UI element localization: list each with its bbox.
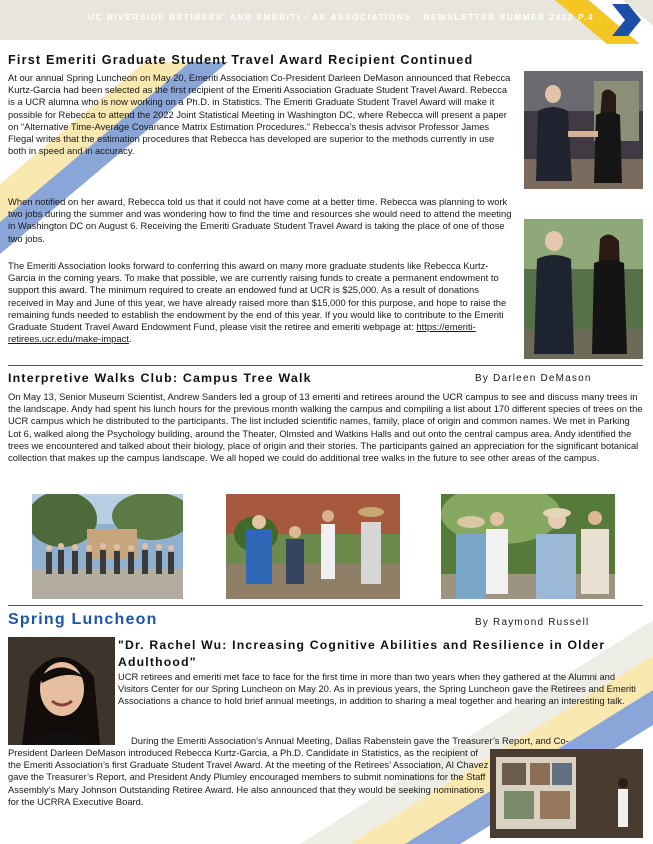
walks-byline: By Darleen DeMason: [475, 373, 592, 384]
photo-rachel-wu: [8, 637, 115, 745]
award-paragraph-1: At our annual Spring Luncheon on May 20, Emeriti Association Co-President Darleen DeMason announced that Rebecca Kurtz-Garcia had been selected as the first recipient of the Emeriti Association Graduate Student Travel Award. Rebecca is a UCR alumna who is now working on a Ph.D. in Statistics. The Emeriti Graduate Student Travel Award will make it possible for Rebecca to attend the 2022 Joint Statistical Meeting in Washington DC, where Rebecca will present a paper on “Alternative Time-Average Covariance Matrix Estimation Procedures.” Rebecca’s thesis advisor Professor James Flegal writes that the estimation procedures that Rebecca has developed are superior to the methods currently in use both in speed and in accuracy.: [8, 72, 511, 157]
luncheon-section-title: Spring Luncheon: [8, 611, 158, 628]
photo-luncheon-presentation: [490, 749, 643, 838]
luncheon-byline: By Raymond Russell: [475, 617, 590, 628]
photo-tree-walk-conversation: [441, 494, 615, 599]
walks-paragraph: On May 13, Senior Museum Scientist, Andrew Sanders led a group of 13 emeriti and retirees around the UCR campus to see and discuss many trees in the landscape. Andy had spent his lunch hours for the previous month walking the campus and compiling a list about 170 different species of trees on the UCR campus which he distributed to the participants. The list included scientific names, family, place of origin and common names. We met in Parking Lot 6, walked along the Psychology building, around the Theater, Olmsted and Watkins Halls and out onto the central campus area. Andy identified the trees we encountered and talked about their biology, place of origin and their stories. The participants gained an appreciation for the significant botanical collection that makes up the campus landscape. We all hoped we could do additional tree walks in the future to see other areas of the campus.: [8, 391, 643, 464]
photo-award-handshake: [524, 71, 643, 189]
photo-tree-walk-guide: [226, 494, 400, 599]
luncheon-paragraph-2-start: During the Emeriti Association’s Annual Meeting, Dallas Rabenstein gave the Treasurer’s Report, and Co-: [131, 735, 569, 746]
make-impact-link[interactable]: https://emeriti-retirees.ucr.edu/make-impact: [8, 321, 476, 345]
talk-title: "Dr. Rachel Wu: Increasing Cognitive Abilities and Resilience in Older Adulthood": [118, 638, 606, 669]
award-paragraph-3-text: The Emeriti Association looks forward to conferring this award on many more graduate students like Rebecca Kurtz-Garcia in the coming years. To make that possible, we are currently raising funds to create a permanent endowment to support this award. The minimum required to create an endowed fund at UCR is $25,000. As a result of donations received in May and June of this year, we have already raised more than $15,000 for this purpose, and hope to raise the remaining funds needed to establish the endowment by the end of this year. If you would like to contribute to the Emeriti Graduate Student Travel Award Endowment Fund, please visit the retiree and emeriti webpage at:: [8, 260, 507, 333]
photo-tree-walk-group: [32, 494, 183, 599]
award-paragraph-3-end: .: [128, 333, 132, 345]
section-divider-2: [8, 605, 643, 606]
section-divider-1: [8, 365, 643, 366]
award-paragraph-3: [8, 260, 514, 345]
header-title: UC RIVERSIDE RETIREES' AND EMERITI / AE ASSOCIATIONS - NEWSLETTER SUMMER 2022 P.4: [88, 13, 595, 22]
photo-award-posed: [524, 219, 643, 359]
luncheon-paragraph-1: UCR retirees and emeriti met face to face for the first time in more than two years when they gathered at the Alumni and Visitors Center for our Spring Luncheon on May 20. As in previous years, the Spring Luncheon gave the Retirees and Emeriti Associations a chance to hold brief annual meetings, in addition to sharing a meal together and hearing an interesting talk.: [118, 671, 636, 707]
luncheon-paragraph-2: President Darleen DeMason introduced Rebecca Kurtz-Garcia, a Ph.D. Candidate in Statistics, as the recipient of the Emeriti Association’s first Graduate Student Travel Award. At the meeting of the Retirees’ Association, Al Chavez gave the Treasurer’s Report, and President Andy Plumley encouraged members to submit nominations for the Staff Assembly’s Mary Johnson Outstanding Retiree Award. He also announced that they would be seeking nominations for the UCRRA Executive Board.: [8, 747, 489, 807]
walks-section-title: Interpretive Walks Club: Campus Tree Walk: [8, 371, 312, 385]
award-paragraph-2: When notified on her award, Rebecca told us that it could not have come at a better time. Rebecca was planning to work two jobs during the summer and was wondering how to find the time and resources she would need to attend the meeting in Washington DC on August 6. Receiving the Emeriti Graduate Student Travel Award is taking the place of one of those two jobs.: [8, 196, 512, 244]
award-section-title: First Emeriti Graduate Student Travel Award Recipient Continued: [8, 53, 474, 67]
